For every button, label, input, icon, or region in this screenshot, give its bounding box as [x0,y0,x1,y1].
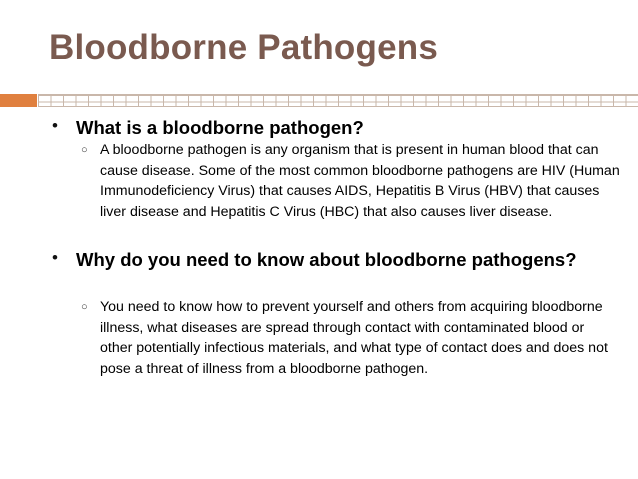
bullet-heading: What is a bloodborne pathogen? [76,117,364,138]
circle-bullet-icon: ○ [81,301,88,313]
bullet-heading: Why do you need to know about bloodborne pathogens? [76,249,577,270]
sub-bullet-text: A bloodborne pathogen is any organism that is present in human blood that can cause disease. Some of the most common bloodborne pathogens are HIV (Human Immunodeficiency Virus) that causes AIDS, Hepatitis B Virus (HBV) that causes liver disease and Hepatitis C Virus (HBC) that also causes liver disease. [100,142,620,220]
bullet-dot-icon: • [52,248,58,267]
accent-bar [0,94,37,107]
sub-bullet [81,297,620,379]
bullet-dot-icon: • [52,116,58,135]
decorative-grid-bar [38,94,638,107]
circle-bullet-icon: ○ [81,144,88,156]
sub-bullet-text: You need to know how to prevent yourself and others from acquiring bloodborne illness, what diseases are spread through contact with contaminated blood or other potentially infectious materials, and what type of contact does and does not pose a threat of illness from a bloodborne pathogen. [100,299,608,377]
sub-bullet [81,140,620,222]
slide-title: Bloodborne Pathogens [49,28,438,67]
